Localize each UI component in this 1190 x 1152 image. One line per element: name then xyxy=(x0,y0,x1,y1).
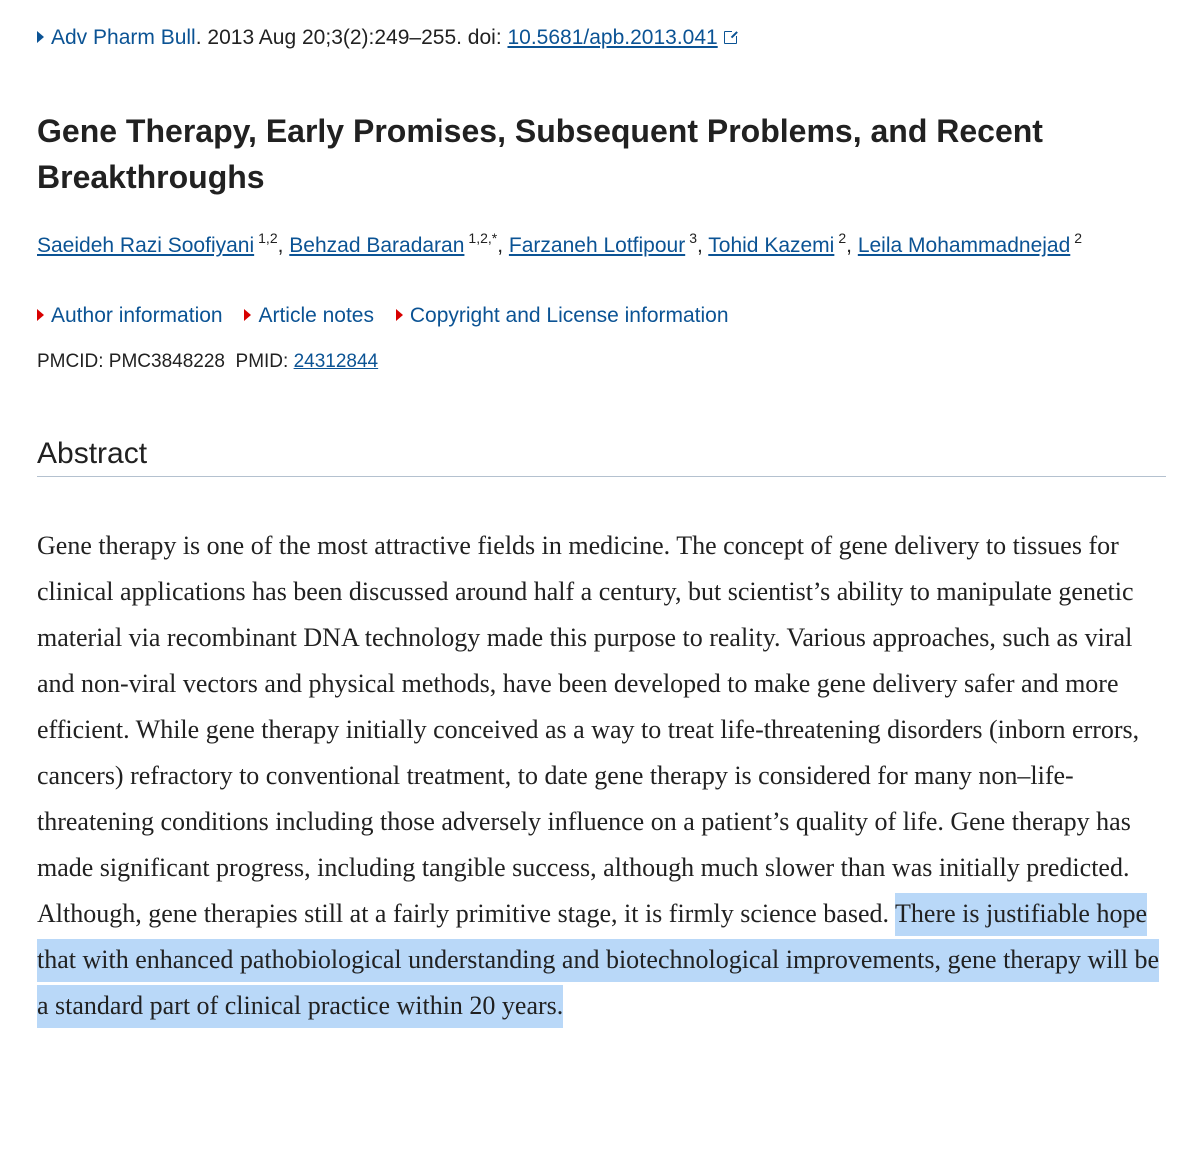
journal-link[interactable] xyxy=(37,26,196,49)
author-link[interactable]: Saeideh Razi Soofiyani xyxy=(37,234,255,257)
author-link[interactable]: Behzad Baradaran xyxy=(289,234,465,257)
author-link[interactable]: Farzaneh Lotfipour xyxy=(508,234,686,257)
abstract-heading: Abstract xyxy=(37,432,1166,477)
pmid-label: PMID: xyxy=(235,351,294,372)
expand-triangle-icon xyxy=(244,309,251,321)
author-information-label: Author information xyxy=(51,304,223,327)
citation-line xyxy=(37,24,737,52)
author-information-toggle[interactable] xyxy=(37,304,223,327)
author-separator: , xyxy=(277,234,290,257)
highlighted-selection: There is justifiable hope that with enhanced pathobiological understanding and biotechnological improvements, gene therapy will be a standard part of clinical practice within 20 years. xyxy=(37,893,1159,1028)
pmid-link[interactable]: 24312844 xyxy=(293,351,379,372)
expand-triangle-icon xyxy=(37,31,44,43)
article-notes-label: Article notes xyxy=(258,304,374,327)
author-link[interactable]: Tohid Kazemi xyxy=(708,234,835,257)
article-info-links xyxy=(37,302,745,330)
article-notes-toggle[interactable] xyxy=(244,304,374,327)
author-affiliation: 3 xyxy=(689,230,697,246)
copyright-label: Copyright and License information xyxy=(409,304,729,327)
doi-link[interactable]: 10.5681/apb.2013.041 xyxy=(507,26,718,49)
author-affiliation: 1,2,* xyxy=(468,230,498,246)
abstract-body: Gene therapy is one of the most attractive fields in medicine. The concept of gene delivery to tissues for clinical applications has been discussed around half a century, but scientist’s ability to manipulate genetic material via recombinant DNA technology made this purpose to reality. Various approaches, such as viral and non-viral vectors and physical methods, have been developed to make gene delivery safer and more efficient. While gene therapy initially conceived as a way to treat life-threatening disorders (inborn errors, cancers) refractory to conventional treatment, to date gene therapy is considered for many non–life-threatening conditions including those adversely influence on a patient’s quality of life. Gene therapy has made significant progress, including tangible success, although much slower than was initially predicted. Although, gene therapies still at a fairly primitive stage, it is firmly science based. xyxy=(37,531,1140,928)
author-list xyxy=(37,231,1082,261)
pmcid: PMCID: PMC3848228 xyxy=(37,351,225,372)
author-separator: , xyxy=(696,234,709,257)
journal-name: Adv Pharm Bull xyxy=(51,26,196,49)
article-title: Gene Therapy, Early Promises, Subsequent Problems, and Recent Breakthroughs xyxy=(37,113,1043,195)
abstract-text xyxy=(37,523,1173,1029)
external-link-icon xyxy=(724,31,737,44)
author-affiliation: 2 xyxy=(1074,230,1083,246)
article-ids xyxy=(37,348,378,376)
author-affiliation: 1,2 xyxy=(258,230,278,246)
author-link[interactable]: Leila Mohammadnejad xyxy=(857,234,1071,257)
author-separator: , xyxy=(846,234,858,257)
citation-details: . 2013 Aug 20;3(2):249–255. doi: xyxy=(195,26,508,49)
expand-triangle-icon xyxy=(37,309,44,321)
author-separator: , xyxy=(497,234,509,257)
author-affiliation: 2 xyxy=(838,230,847,246)
expand-triangle-icon xyxy=(396,309,403,321)
copyright-toggle[interactable] xyxy=(396,304,729,327)
